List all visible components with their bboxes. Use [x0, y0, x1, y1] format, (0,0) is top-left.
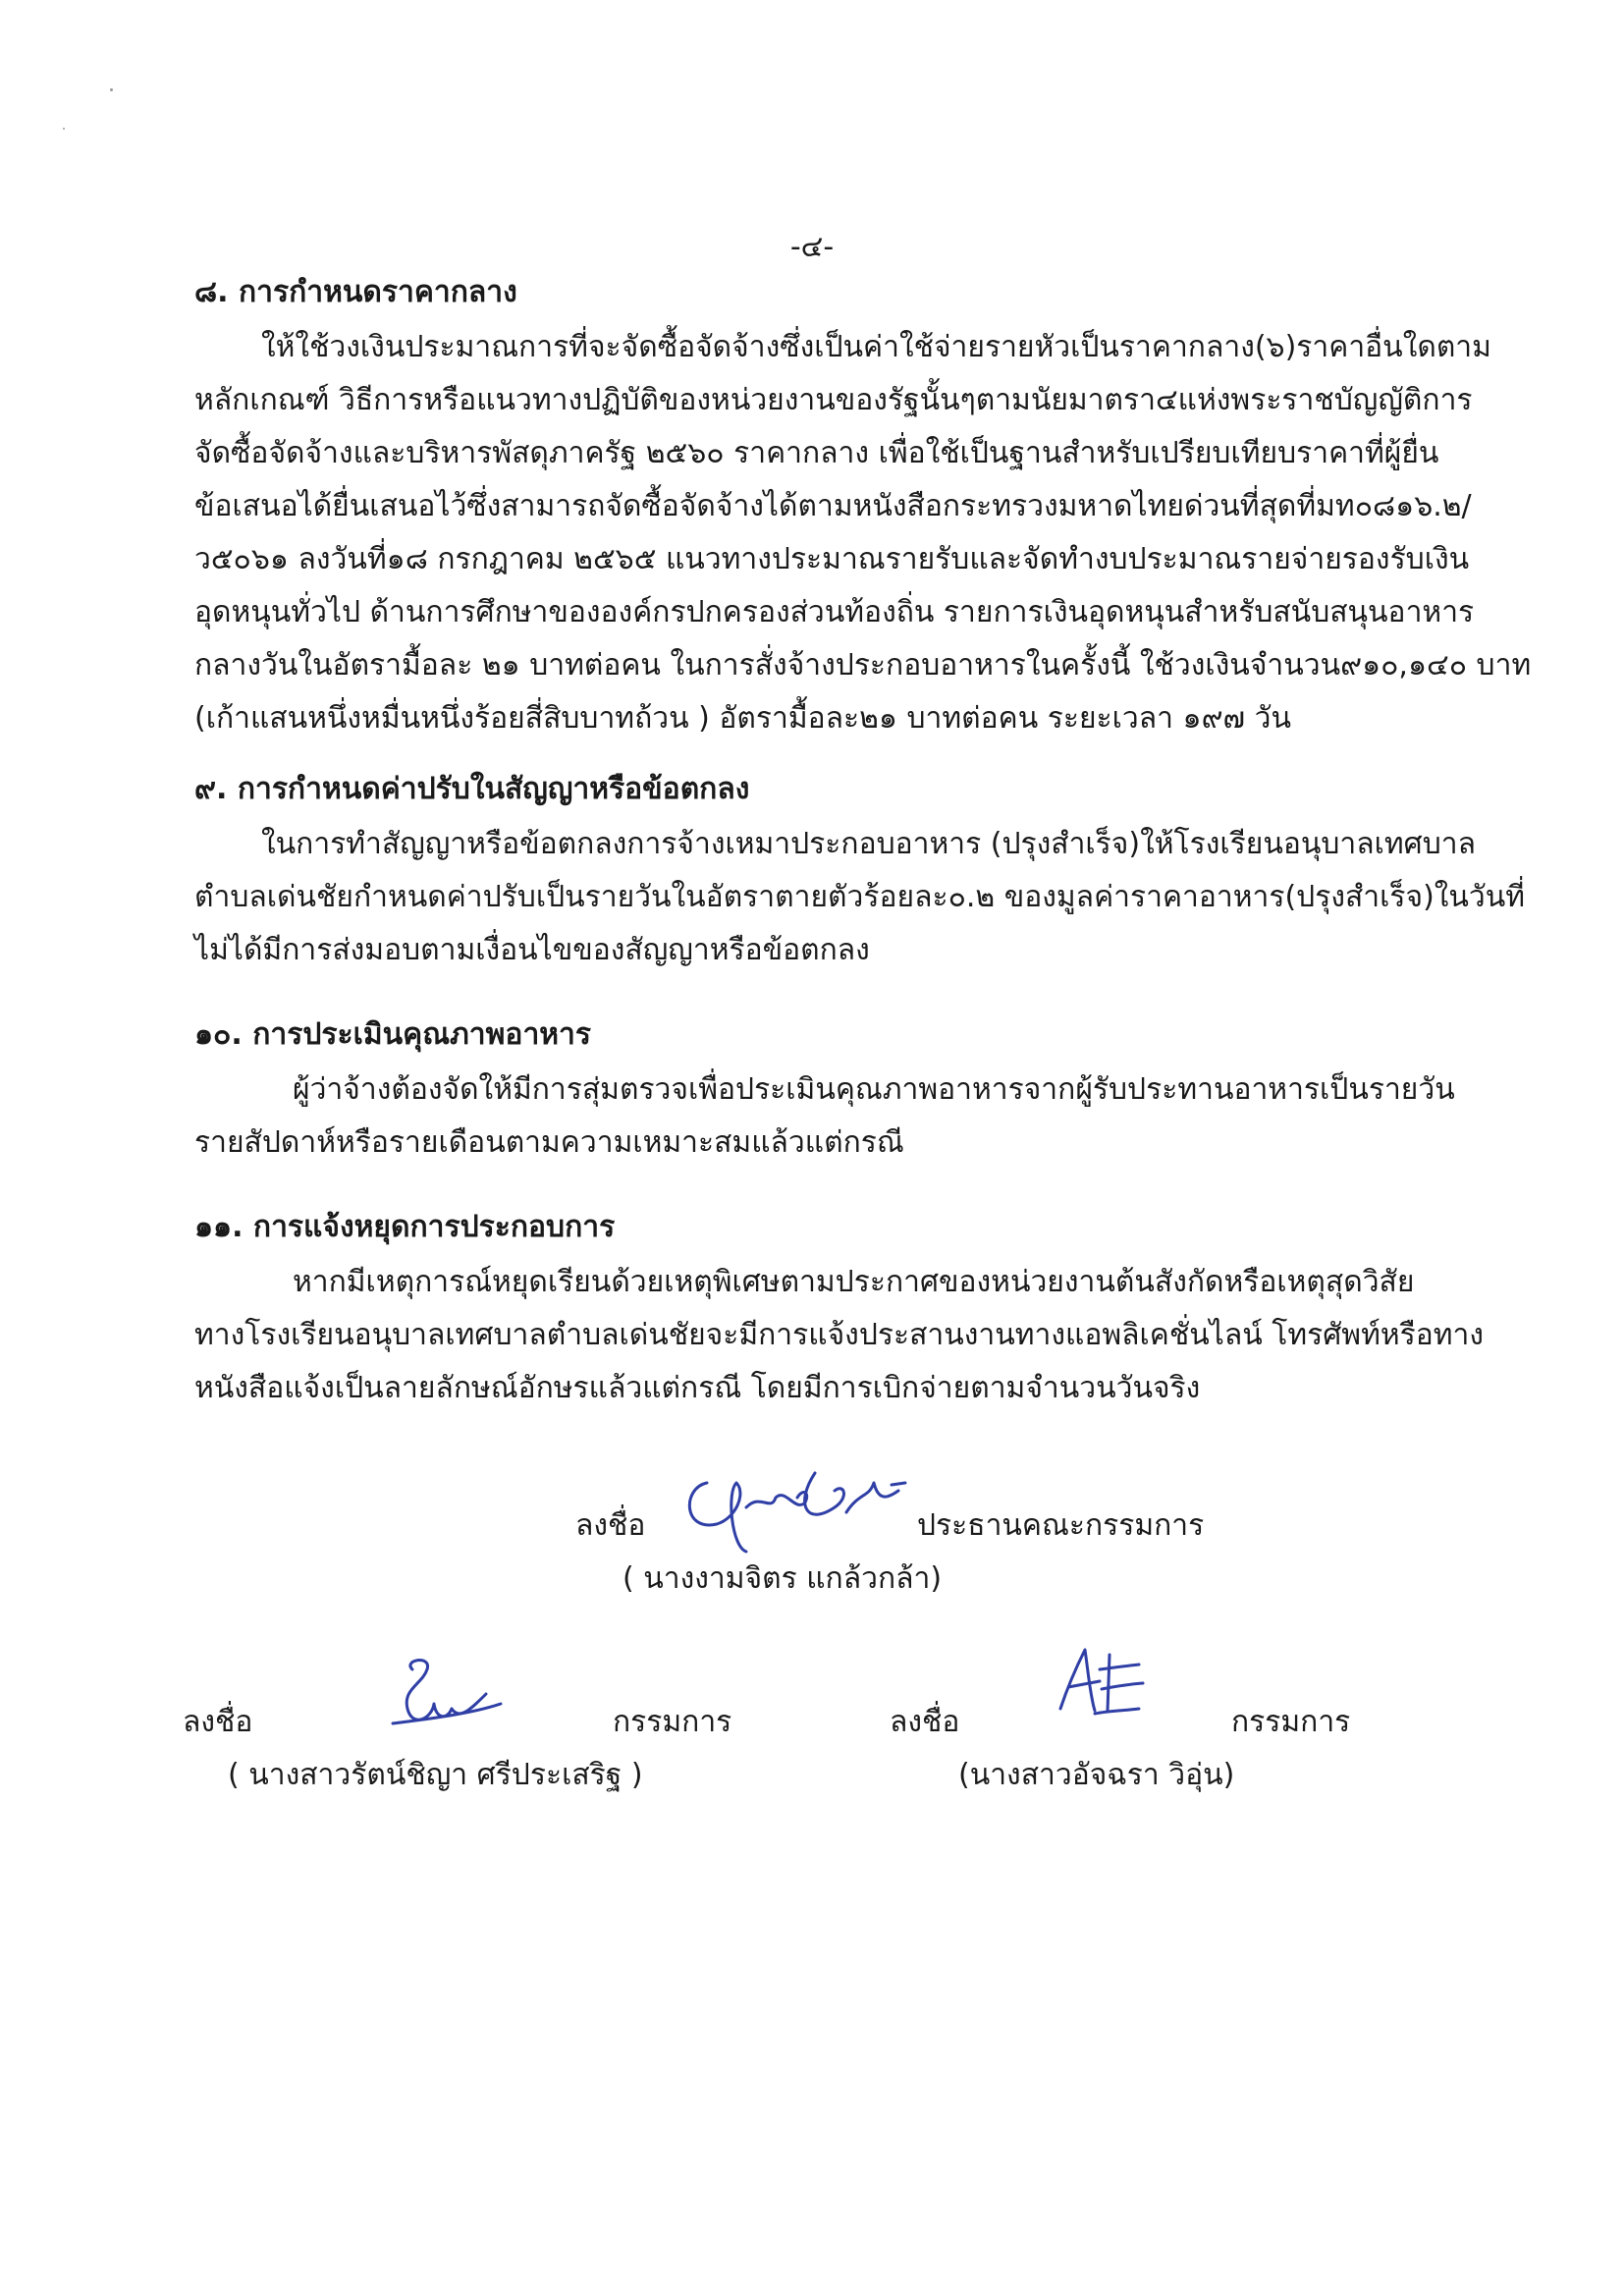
section-heading: ๘. การกำหนดราคากลาง	[194, 275, 517, 309]
paragraph-line: รายสัปดาห์หรือรายเดือนตามความเหมาะสมแล้วแต่กรณี	[194, 1125, 904, 1160]
paragraph-line: หากมีเหตุการณ์หยุดเรียนด้วยเหตุพิเศษตามประกาศของหน่วยงานต้นสังกัดหรือเหตุสุดวิสัย	[293, 1265, 1415, 1299]
member2-sign-label: ลงชื่อ	[890, 1705, 960, 1739]
paragraph-line: ในการทำสัญญาหรือข้อตกลงการจ้างเหมาประกอบอาหาร (ปรุงสำเร็จ)ให้โรงเรียนอนุบาลเทศบาล	[261, 827, 1476, 861]
chair-name: ( นางงามจิตร แกล้วกล้า)	[623, 1561, 943, 1596]
member2-signature-image	[1041, 1640, 1159, 1728]
member1-name: ( นางสาวรัตน์ชิญา ศรีประเสริฐ )	[228, 1758, 643, 1792]
paragraph-line: ให้ใช้วงเงินประมาณการที่จะจัดซื้อจัดจ้างซึ่งเป็นค่าใช้จ่ายรายหัวเป็นราคากลาง(๖)ราคาอื่นใดตาม	[261, 330, 1491, 364]
section-heading: ๑๐. การประเมินคุณภาพอาหาร	[194, 1017, 592, 1052]
member1-signature-image	[373, 1650, 511, 1748]
page-number: -๔-	[789, 230, 835, 264]
member2-name: (นางสาวอัจฉรา วิอุ่น)	[958, 1758, 1235, 1792]
paragraph-line: หนังสือแจ้งเป็นลายลักษณ์อักษรแล้วแต่กรณี โดยมีการเบิกจ่ายตามจำนวนวันจริง	[194, 1371, 1201, 1405]
paragraph-line: จัดซื้อจัดจ้างและบริหารพัสดุภาครัฐ ๒๕๖๐ ราคากลาง เพื่อใช้เป็นฐานสำหรับเปรียบเทียบราคาที่ผู้ยื่น	[194, 436, 1439, 470]
paragraph-line: ไม่ได้มีการส่งมอบตามเงื่อนไขของสัญญาหรือข้อตกลง	[194, 933, 870, 967]
paragraph-line: หลักเกณฑ์ วิธีการหรือแนวทางปฏิบัติของหน่วยงานของรัฐนั้นๆตามนัยมาตรา๔แห่งพระราชบัญญัติการ	[194, 383, 1473, 417]
paragraph-line: (เก้าแสนหนึ่งหมื่นหนึ่งร้อยสี่สิบบาทถ้วน ) อัตรามื้อละ๒๑ บาทต่อคน ระยะเวลา ๑๙๗ วัน	[194, 701, 1292, 736]
chair-sign-label: ลงชื่อ	[575, 1508, 646, 1543]
chair-role: ประธานคณะกรรมการ	[917, 1508, 1205, 1543]
section-heading: ๑๑. การแจ้งหยุดการประกอบการ	[194, 1210, 616, 1244]
paragraph-line: ผู้ว่าจ้างต้องจัดให้มีการสุ่มตรวจเพื่อประเมินคุณภาพอาหารจากผู้รับประทานอาหารเป็นรายวัน	[293, 1072, 1455, 1107]
chair-signature-image	[677, 1453, 913, 1561]
paragraph-line: ข้อเสนอได้ยื่นเสนอไว้ซึ่งสามารถจัดซื้อจัดจ้างได้ตามหนังสือกระทรวงมหาดไทยด่วนที่สุดที่มท๐๘๑๖.๒/	[194, 489, 1472, 523]
paragraph-line: ทางโรงเรียนอนุบาลเทศบาลตำบลเด่นชัยจะมีการแจ้งประสานงานทางแอพลิเคชั่นไลน์ โทรศัพท์หรือทาง	[194, 1318, 1485, 1352]
member1-sign-label: ลงชื่อ	[183, 1705, 253, 1739]
paragraph-line: ว๕๐๖๑ ลงวันที่๑๘ กรกฎาคม ๒๕๖๕ แนวทางประมาณรายรับและจัดทำงบประมาณรายจ่ายรองรับเงิน	[194, 542, 1470, 576]
paragraph-line: อุดหนุนทั่วไป ด้านการศึกษาขององค์กรปกครองส่วนท้องถิ่น รายการเงินอุดหนุนสำหรับสนับสนุนอาหาร	[194, 595, 1475, 629]
scan-speck	[63, 128, 65, 130]
paragraph-line: ตำบลเด่นชัยกำหนดค่าปรับเป็นรายวันในอัตราตายตัวร้อยละ๐.๒ ของมูลค่าราคาอาหาร(ปรุงสำเร็จ)ในวันที่	[194, 880, 1526, 914]
scan-speck	[110, 88, 113, 91]
section-heading: ๙. การกำหนดค่าปรับในสัญญาหรือข้อตกลง	[194, 772, 750, 806]
member1-role: กรรมการ	[613, 1705, 732, 1739]
paragraph-line: กลางวันในอัตรามื้อละ ๒๑ บาทต่อคน ในการสั่งจ้างประกอบอาหารในครั้งนี้ ใช้วงเงินจำนวน๙๑๐,๑๔๐ บาท	[194, 648, 1532, 683]
member2-role: กรรมการ	[1231, 1705, 1351, 1739]
